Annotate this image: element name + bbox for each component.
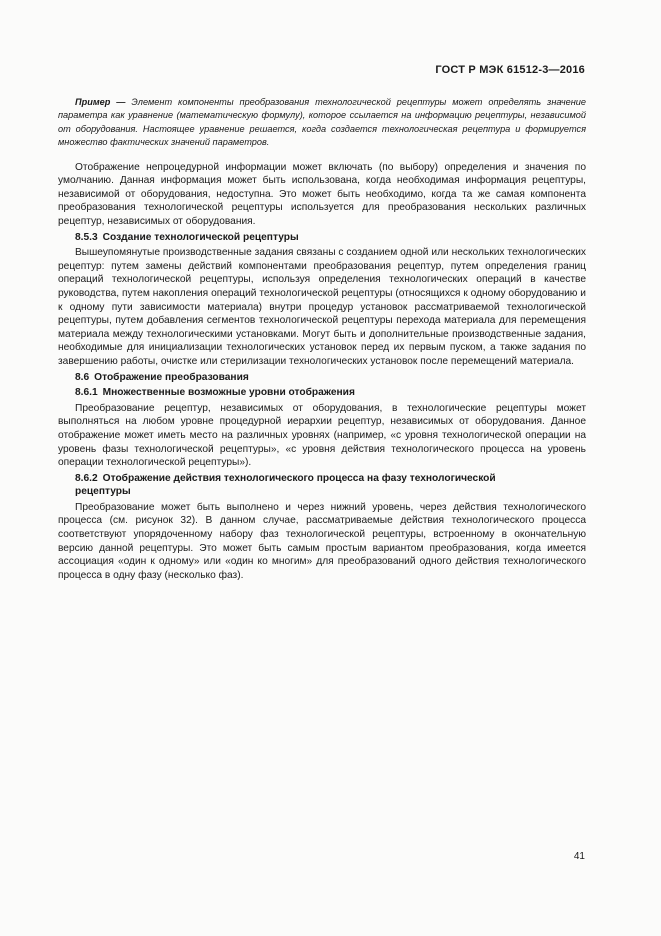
example-note [58, 96, 586, 150]
paragraph-process-action-mapping: Преобразование может быть выполнено и через нижний уровень, через действия технологического процесса (см. рисунок 32). В данном случае, рассматриваемые действия технологического процесса соответствуют упорядоченному набору фаз технологической рецептуры, встроенному в окончательную версию данной рецептуры. Это может быть самым простым вариантом преобразования, когда имеется ассоциация «один к одному» или «один ко многим» для преобразований одного действия технологического процесса в одну фазу (несколько фаз). [58, 501, 586, 581]
example-text: Элемент компоненты преобразования технологической рецептуры может определять значение параметра как уравнение (математическую формулу), которое ссылается на информацию рецептуры, независимой от оборудования. Настоящее уравнение решается, когда создается технологическая рецептура и формируется множество фактических значений параметров. [58, 97, 587, 148]
example-lead: Пример — [75, 97, 126, 107]
heading-8-6-1 [58, 386, 586, 400]
heading-8-5-3-number: 8.5.3 [75, 231, 98, 243]
heading-8-6-title: Отображение преобразования [94, 371, 249, 383]
heading-8-6-1-title: Множественные возможные уровни отображения [102, 387, 355, 399]
heading-8-6-2 [58, 472, 586, 499]
paragraph-production-tasks: Вышеупомянутые производственные задания связаны с созданием одной или нескольких технологических рецептур: путем замены действий компонентами преобразования рецептур, путем определения границ операций технологической рецептуры, используя определения технологических операций в качестве руководства, путем накопления операций технологической рецептуры (относящихся к одному оборудованию и к одному пути зависимости материала) внутри процедур установок рассматриваемой технологической рецептуры, путем добавления сегментов технологической рецептуры перехода материала для перемещения материала между технологическими установками. Могут быть и дополнительные производственные задания, необходимые для инициализации технологических установок перед их первым пуском, а также задания по завершению работы, очистке или стерилизации технологических установок после перемещений материала. [58, 247, 586, 367]
heading-8-5-3 [58, 231, 586, 245]
heading-8-5-3-title: Создание технологической рецептуры [102, 231, 299, 243]
heading-8-6-2-title-line1: Отображение действия технологического процесса на фазу технологической [102, 472, 496, 484]
page-content [58, 96, 586, 582]
heading-8-6-2-number: 8.6.2 [75, 472, 98, 484]
standard-designation: ГОСТ Р МЭК 61512-3—2016 [435, 64, 585, 76]
page-number: 41 [573, 851, 585, 862]
heading-8-6-number: 8.6 [75, 371, 90, 383]
heading-8-6 [58, 371, 586, 385]
paragraph-mapping-levels: Преобразование рецептур, независимых от оборудования, в технологические рецептуры может выполняться на любом уровне процедурной иерархии рецептур, независимых от оборудования. Данное отображение может иметь место на различных уровнях (например, «с уровня технологической операции на уровень фазы технологической рецептуры», «с уровня действия технологического процесса на уровень операции технологической рецептуры»). [58, 402, 586, 469]
paragraph-nonprocedural-info: Отображение непроцедурной информации может включать (по выбору) определения и значения по умолчанию. Данная информация может быть использована, когда необходимая информация рецептуры, независимой от оборудования, недоступна. Это может быть необходимо, когда та же самая компонента преобразования технологической рецептуры используется для преобразования нескольких различных рецептур, независимых от оборудования. [58, 161, 586, 227]
heading-8-6-1-number: 8.6.1 [75, 387, 98, 399]
heading-8-6-2-title-line2: рецептуры [75, 486, 131, 498]
